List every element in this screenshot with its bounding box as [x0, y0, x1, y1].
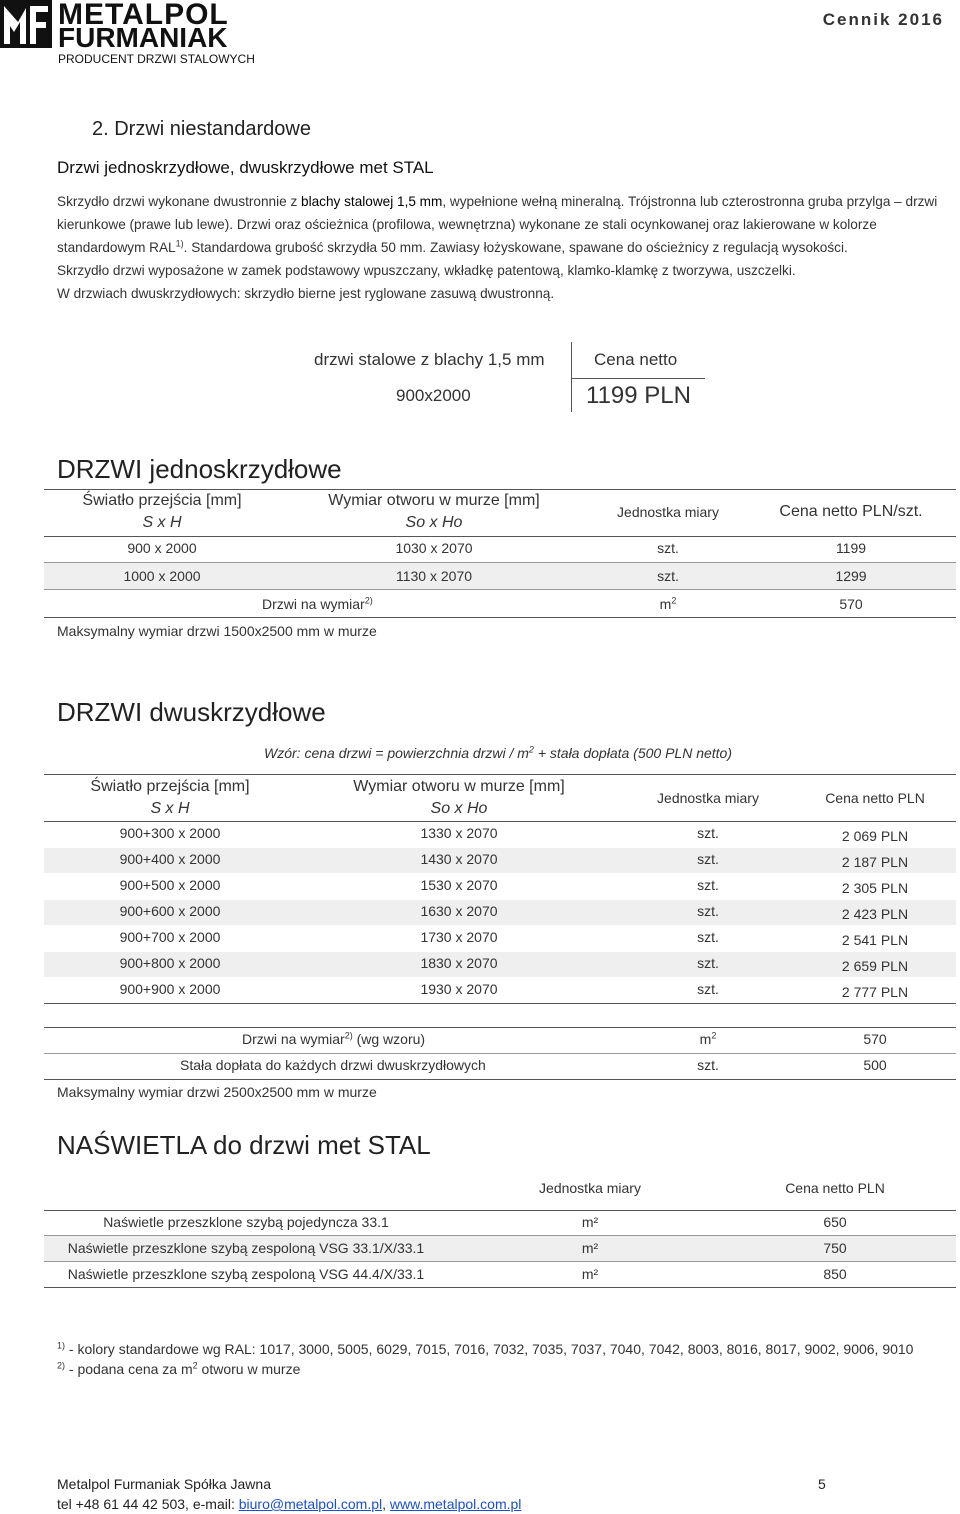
description [57, 190, 947, 305]
double-cell-price: 2 659 PLN [841, 958, 909, 974]
double-table-top [44, 774, 956, 775]
double-h1b: S x H [150, 800, 190, 817]
double-surcharge-unit: szt. [697, 1057, 719, 1073]
double-cell-opening: 1830 x 2070 [420, 955, 498, 971]
page-number: 5 [818, 1476, 826, 1492]
single-custom-price: 570 [839, 596, 863, 612]
double-cell-price: 2 069 PLN [841, 828, 909, 844]
double-h4: Cena netto PLN [825, 790, 925, 806]
transom-cell-price: 750 [823, 1240, 847, 1256]
double-cell-size: 900+500 x 2000 [119, 877, 221, 893]
double-cell-price: 2 541 PLN [841, 932, 909, 948]
double-extra-top [44, 1027, 956, 1028]
single-h1a: Światło przejścia [mm] [82, 492, 242, 509]
transom-cell-unit: m² [581, 1214, 599, 1230]
single-cell-unit: szt. [657, 540, 679, 556]
price-list-title: Cennik 2016 [822, 10, 944, 29]
double-cell-unit: szt. [697, 981, 719, 997]
double-custom-price: 570 [863, 1031, 887, 1047]
double-cell-price: 2 305 PLN [841, 880, 909, 896]
footer-contact [57, 1496, 521, 1512]
footer-company: Metalpol Furmaniak Spółka Jawna [57, 1476, 271, 1492]
single-custom-label: Drzwi na wymiar$^{2)}$ [262, 595, 373, 612]
single-cell-unit: szt. [657, 568, 679, 584]
transom-row-divider [44, 1261, 956, 1262]
website-link[interactable]: www.metalpol.com.pl [389, 1496, 522, 1512]
summary-divider-h [571, 378, 705, 379]
double-cell-opening: 1930 x 2070 [420, 981, 498, 997]
single-cell-opening: 1030 x 2070 [395, 540, 473, 556]
single-h2a: Wymiar otworu w murze [mm] [328, 492, 540, 509]
double-h3: Jednostka miary [657, 790, 759, 806]
double-cell-size: 900+900 x 2000 [119, 981, 221, 997]
double-custom-label: Drzwi na wymiar$^{2)}$ (wg wzoru) [242, 1030, 426, 1047]
transom-cell-unit: m² [581, 1240, 599, 1256]
description-para2: Skrzydło drzwi wyposażone w zamek podstawowy wpuszczany, wkładkę patentową, klamko-klamkę z tworzywa, uszczelki. [57, 263, 796, 278]
footnote-2: $^{2)}$ - podana cena za $m^2$ otworu w murze [57, 1360, 301, 1377]
transom-cell-unit: m² [581, 1266, 599, 1282]
transom-header-bottom [44, 1210, 956, 1211]
summary-col1-head: drzwi stalowe z blachy 1,5 mm [314, 350, 545, 369]
double-table-end [44, 1003, 956, 1004]
double-cell-size: 900+700 x 2000 [119, 929, 221, 945]
double-cell-size: 900+600 x 2000 [119, 903, 221, 919]
double-formula: Wzór: cena drzwi = powierzchnia drzwi / $m^2$ + stała dopłata (500 PLN netto) [264, 744, 733, 761]
double-cell-unit: szt. [697, 851, 719, 867]
logo-line2: FURMANIAK [58, 22, 228, 53]
single-row-divider [44, 589, 956, 590]
double-cell-unit: szt. [697, 929, 719, 945]
double-cell-unit: szt. [697, 903, 719, 919]
transom-cell-name: Naświetle przeszklone szybą zespoloną VSG 33.1/X/33.1 [67, 1240, 425, 1256]
summary-divider-v [571, 342, 572, 412]
email-link[interactable]: biuro@metalpol.com.pl [238, 1496, 383, 1512]
single-cell-size: 1000 x 2000 [123, 568, 201, 584]
double-cell-opening: 1330 x 2070 [420, 825, 498, 841]
double-cell-size: 900+400 x 2000 [119, 851, 221, 867]
single-custom-unit: $m^2$ [659, 595, 677, 612]
double-cell-size: 900+800 x 2000 [119, 955, 221, 971]
single-row-divider [44, 562, 956, 563]
section-subheading: Drzwi jednoskrzydłowe, dwuskrzydłowe met STAL [57, 158, 434, 177]
single-header-bottom [44, 536, 956, 537]
single-h1b: S x H [142, 514, 182, 531]
single-cell-size: 900 x 2000 [127, 540, 197, 556]
double-cell-opening: 1530 x 2070 [420, 877, 498, 893]
footer-separator: , [382, 1496, 390, 1512]
double-cell-unit: szt. [697, 877, 719, 893]
single-cell-opening: 1130 x 2070 [395, 568, 473, 584]
double-cell-opening: 1630 x 2070 [420, 903, 498, 919]
double-cell-price: 2 777 PLN [841, 984, 909, 1000]
summary-col2-value: 1199 PLN [586, 382, 691, 409]
footnote-1: $^{1)}$ - kolory standardowe wg RAL: 1017, 3000, 5005, 6029, 7015, 7016, 7032, 7035, 7037, 7040, 7042, 8003, 8016, 8017, 9002, 9006, 9010 [57, 1340, 914, 1357]
summary-col1-value: 900x2000 [396, 386, 471, 405]
double-cell-price: 2 187 PLN [841, 854, 909, 870]
double-cell-price: 2 423 PLN [841, 906, 909, 922]
single-h2b: So x Ho [405, 514, 463, 531]
double-extra-bottom [44, 1079, 956, 1080]
transom-cell-name: Naświetle przeszklone szybą zespoloną VSG 44.4/X/33.1 [67, 1266, 425, 1282]
double-cell-opening: 1730 x 2070 [420, 929, 498, 945]
section-heading: 2. Drzwi niestandardowe [92, 118, 311, 140]
logo-tagline: PRODUCENT DRZWI STALOWYCH [58, 52, 255, 66]
logo-icon [0, 0, 52, 48]
single-door-title: DRZWI jednoskrzydłowe [57, 454, 342, 484]
transom-table-bottom [44, 1287, 956, 1288]
double-h1a: Światło przejścia [mm] [90, 778, 250, 795]
logo-line1: METALPOL [58, 0, 229, 31]
single-table-top [44, 489, 956, 490]
double-cell-unit: szt. [697, 825, 719, 841]
single-h4: Cena netto PLN/szt. [779, 503, 923, 520]
double-cell-unit: szt. [697, 955, 719, 971]
double-cell-opening: 1430 x 2070 [420, 851, 498, 867]
double-extra-divider [44, 1053, 956, 1054]
double-header-bottom [44, 821, 956, 822]
transom-h-price: Cena netto PLN [785, 1180, 885, 1196]
transom-title: NAŚWIETLA do drzwi met STAL [57, 1130, 431, 1160]
single-cell-price: 1199 [835, 540, 867, 556]
transom-cell-name: Naświetle przeszklone szybą pojedyncza 33.1 [103, 1214, 389, 1230]
summary-col2-head: Cena netto [594, 350, 678, 369]
description-para3: W drzwiach dwuskrzydłowych: skrzydło bierne jest ryglowane zasuwą dwustronną. [57, 286, 555, 301]
single-cell-price: 1299 [835, 568, 867, 584]
footer-contact-text: tel +48 61 44 42 503, e-mail: [57, 1496, 239, 1512]
double-surcharge-price: 500 [863, 1057, 887, 1073]
transom-cell-price: 650 [823, 1214, 847, 1230]
double-cell-size: 900+300 x 2000 [119, 825, 221, 841]
single-h3: Jednostka miary [617, 504, 719, 520]
double-h2a: Wymiar otworu w murze [mm] [353, 778, 565, 795]
description-para1: Skrzydło drzwi wykonane dwustronnie z blachy stalowej 1,5 mm, wypełnione wełną mineralną. Trójstronna lub czterostronna gruba przylga – drzwi kierunkowe (prawe lub lewe). Drzwi oraz ościeżnica (profilowa, wewnętrzna) wykonane ze stali ocynkowanej oraz lakierowane w kolorze standardowym RAL$^{1)}$. Standardowa grubość skrzydła 50 mm. Zawiasy łożyskowane, spawane do ościeżnicy z regulacją wysokości. [57, 194, 938, 255]
transom-h-unit: Jednostka miary [539, 1180, 641, 1196]
single-max-note: Maksymalny wymiar drzwi 1500x2500 mm w murze [57, 623, 377, 639]
single-table-bottom [44, 617, 956, 618]
transom-row-divider [44, 1235, 956, 1236]
double-max-note: Maksymalny wymiar drzwi 2500x2500 mm w murze [57, 1084, 377, 1100]
transom-cell-price: 850 [823, 1266, 847, 1282]
double-h2b: So x Ho [430, 800, 488, 817]
double-surcharge-label: Stała dopłata do każdych drzwi dwuskrzydłowych [180, 1057, 486, 1073]
double-door-title: DRZWI dwuskrzydłowe [57, 697, 326, 727]
double-custom-unit: $m^2$ [699, 1030, 717, 1047]
logo-mark [0, 0, 52, 48]
